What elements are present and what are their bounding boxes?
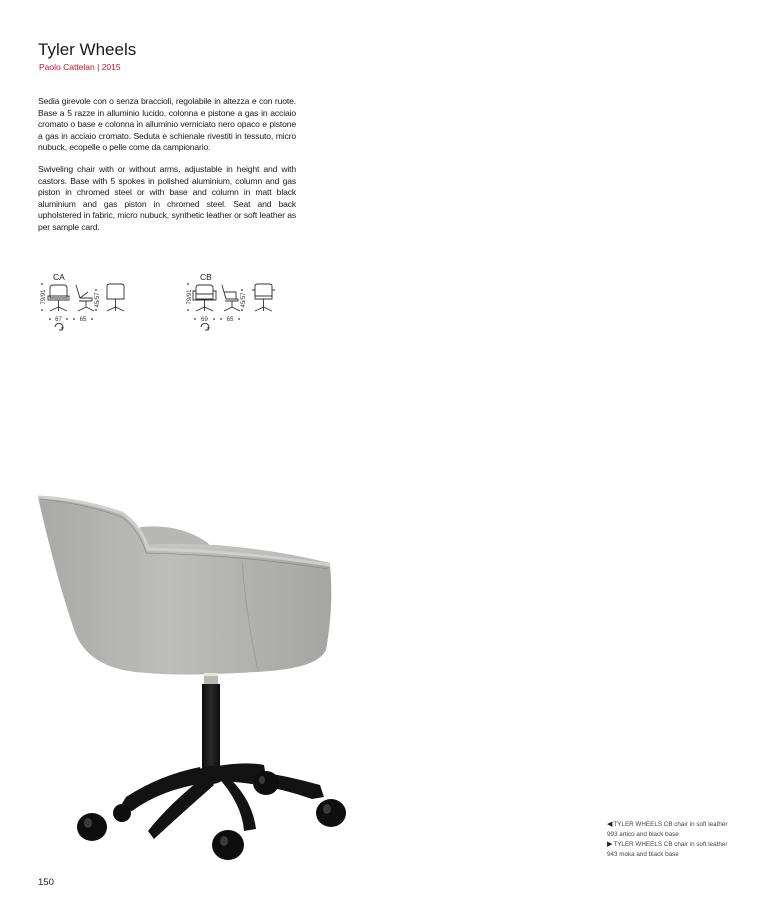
chair-photo xyxy=(30,485,360,865)
description-english: Swiveling chair with or without arms, adjustable in height and with castors. Base with 5 spokes in polished aluminium, column and gas piston in chromed steel or with base and column in matt black aluminium and gas piston in chromed steel. Seat and back upholstered in fabric, micro nubuck, synthetic leather or soft leather as per sample card. xyxy=(38,164,296,232)
designer-line: Paolo Cattelan | 2015 xyxy=(39,62,121,72)
caption-2 xyxy=(607,840,767,850)
variant-diagram-ca xyxy=(36,282,136,338)
variant-height-ca: 79/91 xyxy=(41,289,47,305)
variant-seat-height-ca: 45/57 xyxy=(95,292,101,308)
variant-diagram-cb xyxy=(180,282,280,338)
variant-label-ca: CA xyxy=(53,272,65,282)
variant-depth-ca: 65 xyxy=(79,317,87,323)
caption-1-line-1: TYLER WHEELS CB chair in soft leather xyxy=(613,821,728,828)
variant-seat-height-cb: 45/57 xyxy=(241,292,247,308)
caption-1-line-2: 993 artico and black base xyxy=(607,831,679,838)
triangle-left-icon: ◀ xyxy=(607,821,613,828)
caption-1 xyxy=(607,820,767,830)
variant-depth-cb: 65 xyxy=(226,317,234,323)
product-title: Tyler Wheels xyxy=(38,40,137,59)
photo-captions xyxy=(607,820,767,860)
variant-width-ca: 67 xyxy=(55,317,62,323)
description-italian: Sedia girevole con o senza braccioli, regolabile in altezza e con ruote. Base a 5 razze in alluminio lucido, colonna e pistone a gas in acciaio cromato o base e colonna in alluminio verniciato nero opaco e pistone a gas in acciaio cromato. Seduta e schienale rivestiti in tessuto, micro nubuck, ecopelle o pelle come da campionario. xyxy=(38,96,296,153)
page-number: 150 xyxy=(38,877,54,888)
caption-2-line-1: TYLER WHEELS CB chair in soft leather xyxy=(613,841,728,848)
variant-label-cb: CB xyxy=(200,272,212,282)
variant-width-cb: 69 xyxy=(201,317,208,323)
caption-2-line-2: 943 moka and black base xyxy=(607,851,679,858)
variant-height-cb: 79/91 xyxy=(187,289,193,305)
triangle-right-icon: ▶ xyxy=(607,841,613,848)
